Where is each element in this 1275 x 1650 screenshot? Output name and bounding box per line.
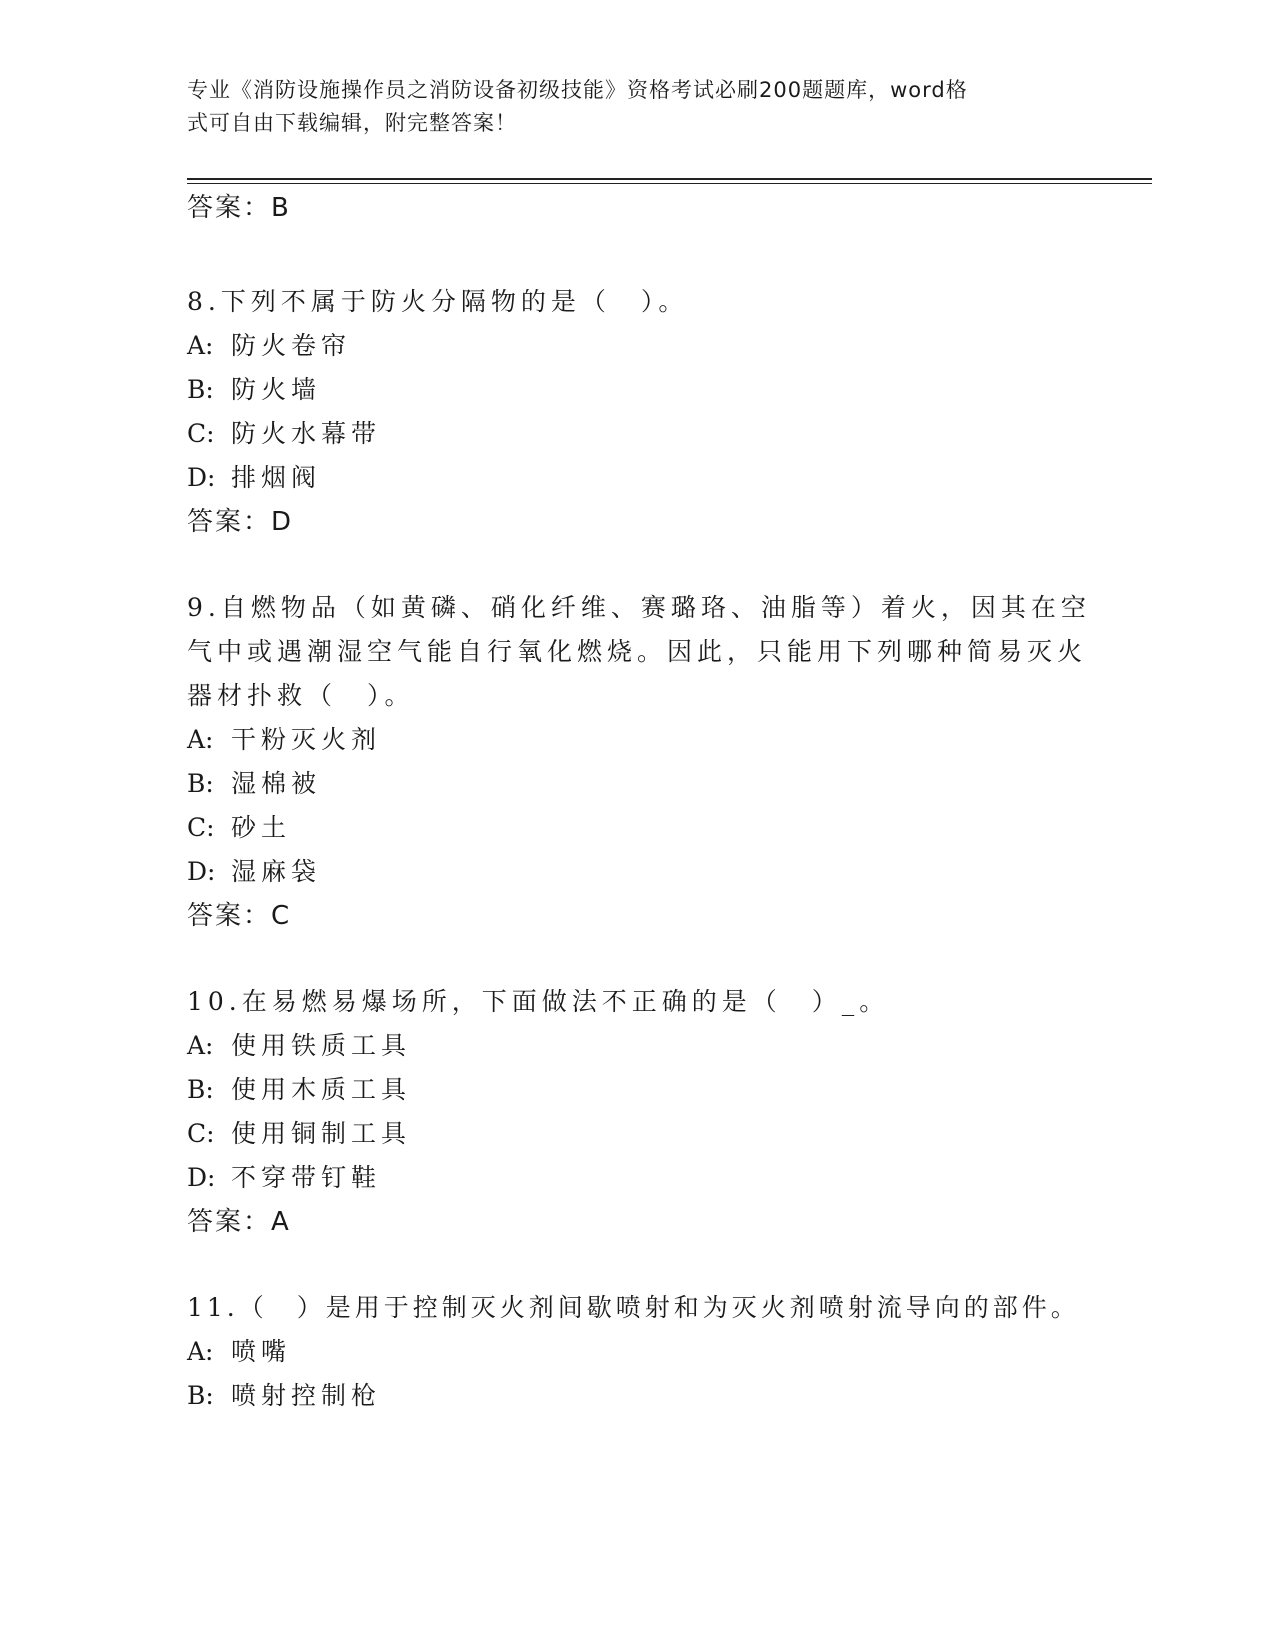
option-letter: A:	[187, 725, 214, 754]
option-text: 不穿带钉鞋	[231, 1163, 382, 1192]
question-9-option-b	[187, 769, 321, 799]
option-text: 使用木质工具	[231, 1075, 412, 1104]
answer-q9: 答案：C	[187, 901, 292, 931]
question-11-option-a	[187, 1337, 291, 1367]
header-line-2: 式可自由下载编辑，附完整答案！	[187, 111, 517, 135]
option-text: 防火卷帘	[231, 331, 352, 360]
question-9-stem-line-1: 9.自燃物品（如黄磷、硝化纤维、赛璐珞、油脂等）着火，因其在空	[187, 593, 1091, 622]
option-text: 喷射控制枪	[231, 1381, 382, 1410]
option-letter: D:	[187, 463, 216, 492]
question-11-stem: 11.（ ）是用于控制灭火剂间歇喷射和为灭火剂喷射流导向的部件。	[187, 1293, 1080, 1322]
question-8-option-c	[187, 419, 381, 449]
option-text: 湿棉被	[231, 769, 322, 798]
option-letter: D:	[187, 857, 216, 886]
option-text: 砂土	[231, 813, 292, 842]
option-text: 湿麻袋	[231, 857, 322, 886]
option-letter: A:	[187, 331, 214, 360]
option-letter: C:	[187, 1119, 215, 1148]
option-letter: A:	[187, 1337, 214, 1366]
question-10-option-a	[187, 1031, 411, 1061]
question-9-stem-line-2: 气中或遇潮湿空气能自行氧化燃烧。因此，只能用下列哪种简易灭火	[187, 637, 1088, 666]
option-text: 使用铜制工具	[231, 1119, 412, 1148]
option-letter: B:	[187, 1381, 214, 1410]
question-9-option-a	[187, 725, 381, 755]
option-letter: B:	[187, 1075, 214, 1104]
option-letter: A:	[187, 1031, 214, 1060]
option-letter: C:	[187, 419, 215, 448]
header-line-1: 专业《消防设施操作员之消防设备初级技能》资格考试必刷200题题库，word格	[187, 78, 968, 102]
question-10-option-b	[187, 1075, 411, 1105]
question-11-option-b	[187, 1381, 381, 1411]
question-10-option-d	[187, 1163, 381, 1193]
answer-q10: 答案：A	[187, 1207, 291, 1237]
question-8-stem: 8.下列不属于防火分隔物的是（ ）。	[187, 287, 689, 316]
header-divider-thin	[187, 183, 1152, 184]
option-text: 干粉灭火剂	[231, 725, 382, 754]
question-9-option-d	[187, 857, 321, 887]
option-letter: B:	[187, 375, 214, 404]
option-letter: B:	[187, 769, 214, 798]
option-text: 喷嘴	[231, 1337, 292, 1366]
question-8-option-d	[187, 463, 321, 493]
document-header	[187, 74, 1067, 140]
answer-q7: 答案：B	[187, 193, 291, 223]
option-text: 使用铁质工具	[231, 1031, 412, 1060]
question-8-option-a	[187, 331, 351, 361]
answer-q8: 答案：D	[187, 507, 294, 537]
header-divider	[187, 178, 1152, 180]
option-text: 防火墙	[231, 375, 322, 404]
option-letter: D:	[187, 1163, 216, 1192]
question-10-option-c	[187, 1119, 411, 1149]
option-text: 排烟阀	[231, 463, 322, 492]
question-9-stem-line-3: 器材扑救（ ）。	[187, 681, 415, 710]
question-10-stem: 10.在易燃易爆场所，下面做法不正确的是（ ）_。	[187, 987, 890, 1016]
question-9-option-c	[187, 813, 291, 843]
question-8-option-b	[187, 375, 321, 405]
option-letter: C:	[187, 813, 215, 842]
option-text: 防火水幕带	[231, 419, 382, 448]
